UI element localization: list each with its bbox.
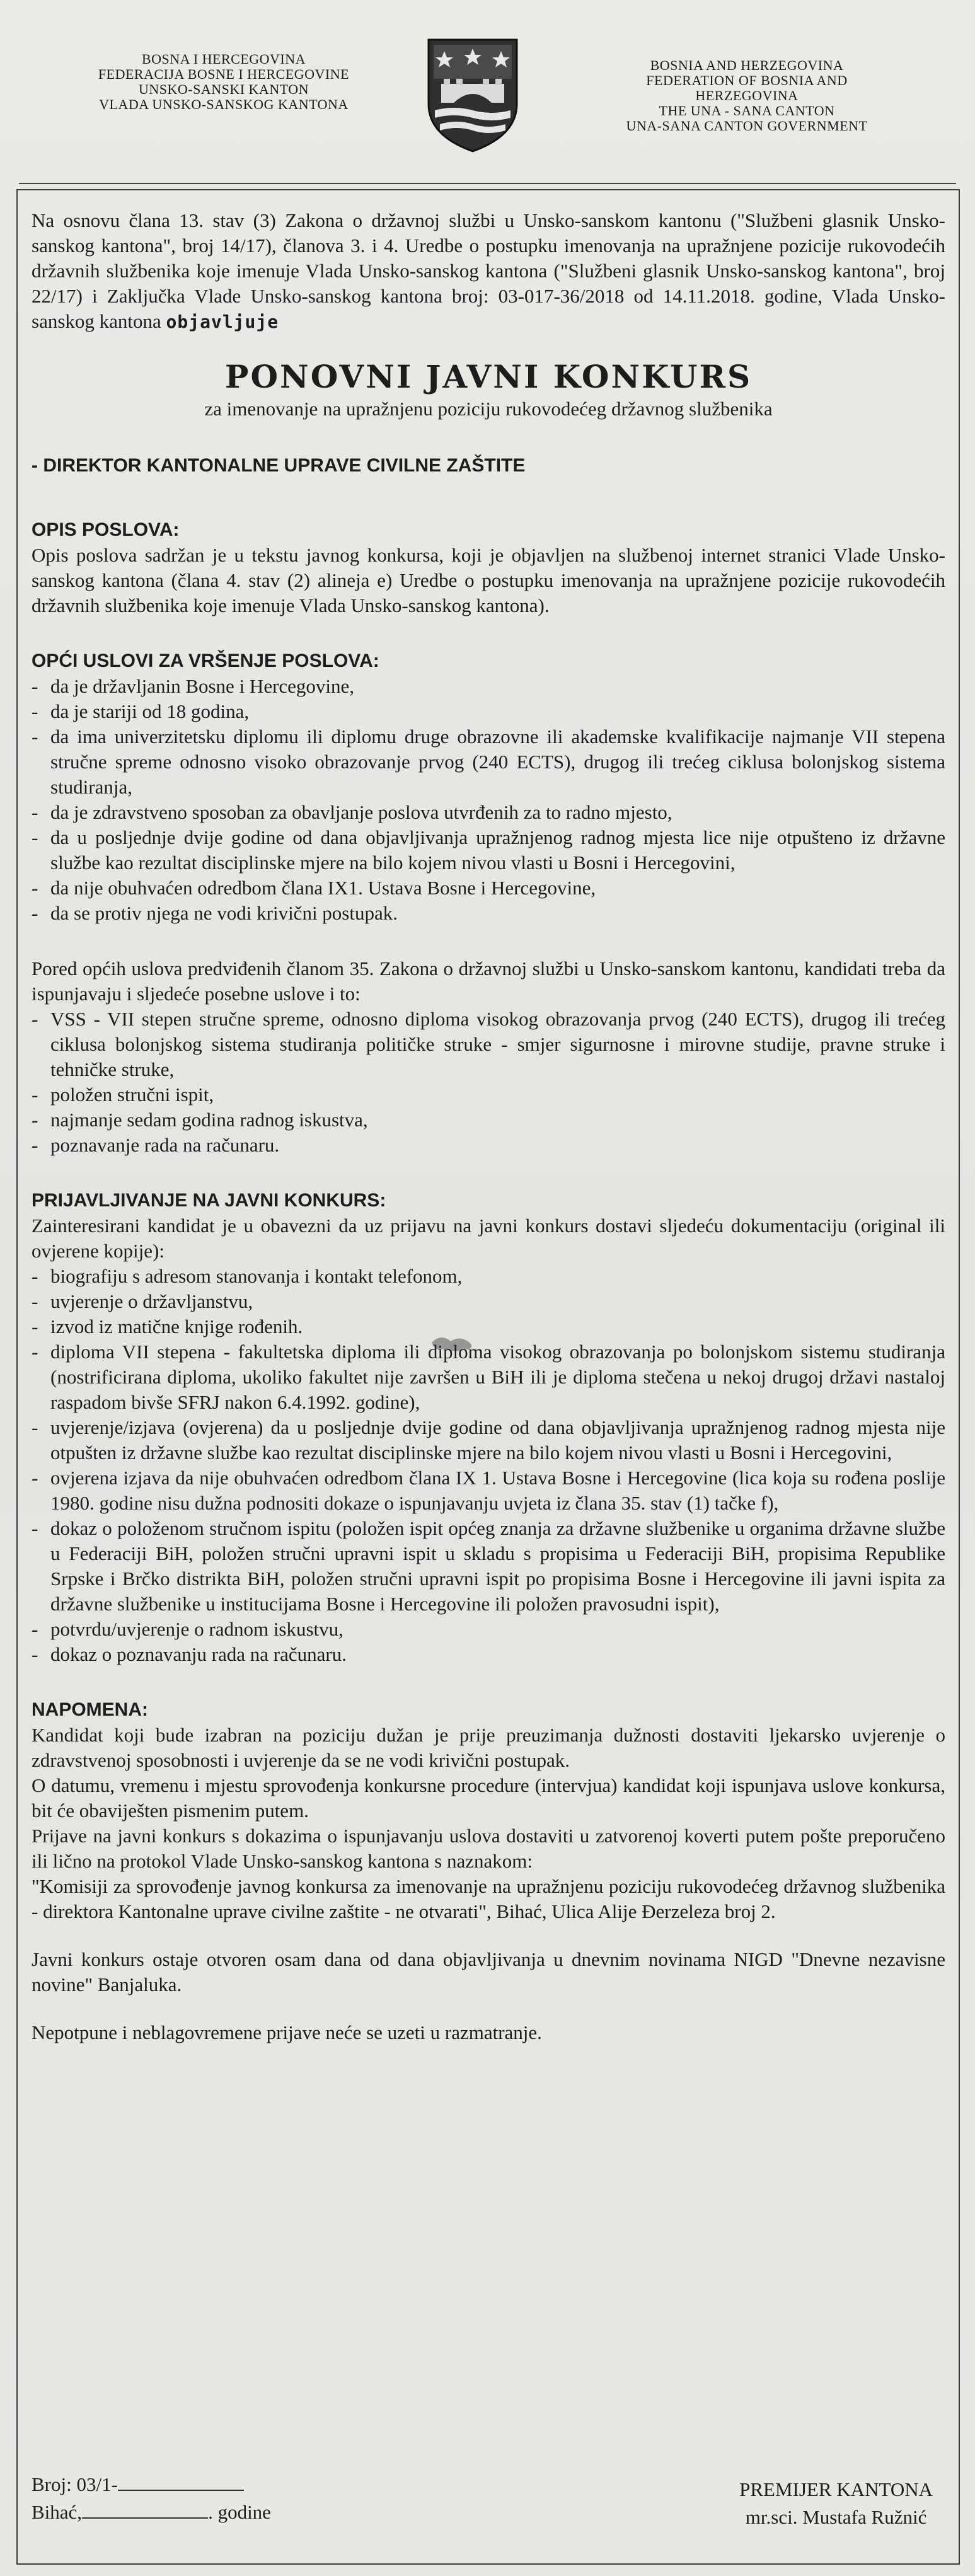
reference-block — [32, 2471, 271, 2526]
header-left-line: VLADA UNSKO-SANSKOG KANTONA — [99, 96, 349, 112]
header-left-line: FEDERACIJA BOSNE I HERCEGOVINE — [98, 66, 350, 82]
header-right-line: BOSNIA AND HERZEGOVINA — [650, 57, 844, 73]
opci-uslovi-list — [32, 674, 945, 926]
list-item: - položen stručni ispit, — [32, 1082, 945, 1107]
header-left-institution — [76, 52, 372, 112]
announcement-body — [32, 208, 945, 2045]
intro-paragraph — [32, 208, 945, 335]
section-heading-napomena: NAPOMENA: — [32, 1699, 148, 1720]
napomena-paragraph: Prijave na javni konkurs s dokazima o ispunjavanju uslova dostaviti u zatvorenoj koverti putem pošte preporučeno ili lično na protokol Vlade Unsko-sanskog kantona s naznakom: — [32, 1825, 945, 1872]
posebni-uslovi-list — [32, 1007, 945, 1158]
section-heading-opis: OPIS POSLOVA: — [32, 519, 180, 540]
opis-text: Opis poslova sadržan je u tekstu javnog konkursa, koji je objavljen na službenoj internet stranici Vlade Unsko-sanskog kantona (člana 4. stav (2) alineja e) Uredbe o postupku imenovanja na upražnjene pozicije rukovodećih državnih službenika koje imenuje Vlada Unsko-sanskog kantona). — [32, 544, 945, 616]
list-item: - izvod iz matične knjige rođenih. — [32, 1314, 945, 1339]
list-item: - poznavanje rada na računaru. — [32, 1133, 945, 1158]
list-item: - da se protiv njega ne vodi krivični postupak. — [32, 901, 945, 926]
broj-blank-line — [118, 2471, 244, 2491]
broj-label: Broj: 03/1- — [32, 2473, 118, 2495]
header-right-institution — [596, 58, 898, 134]
godine-label: . godine — [208, 2501, 271, 2523]
header-left-line: UNSKO-SANSKI KANTON — [138, 81, 309, 97]
list-item: - dokaz o položenom stručnom ispitu (položen ispit općeg znanja za državne službenike u organima državne službe u Federaciji BiH, položen stručni upravni ispit u skladu s propisima u Federaciji BiH, propisima Republike Srpske i Brčko distrikta BiH, položen stručni upravni ispit po propisima Bosne i Hercegovine ili javni ispita za državne službenike u institucijama Bosne i Hercegovine ili položen pravosudni ispit), — [32, 1516, 945, 1617]
intro-text: Na osnovu člana 13. stav (3) Zakona o državnoj službi u Unsko-sanskom kantonu ("Službeni glasnik Unsko-sanskog kantona", broj 14/17), članova 3. i 4. Uredbe o postupku imenovanja na upražnjene pozicije rukovodećih državnih službenika koje imenuje Vlada Unsko-sanskog kantona ("Službeni glasnik Unsko-sanskog kantona", broj 22/17) i Zaključka Vlade Unsko-sanskog kantona broj: 03-017-36/2018 od 14.11.2018. godine, Vlada Unsko-sanskog kantona — [32, 209, 945, 332]
signature-block — [32, 2471, 945, 2553]
page-title: PONOVNI JAVNI KONKURS — [224, 358, 753, 395]
page-subtitle: za imenovanje na upražnjenu poziciju rukovodećeg državnog službenika — [204, 398, 773, 420]
prijava-documents-list — [32, 1264, 945, 1667]
list-item: - biografiju s adresom stanovanja i kontakt telefonom, — [32, 1264, 945, 1289]
napomena-paragraph: "Komisiji za sprovođenje javnog konkursa za imenovanje na upražnjenu poziciju rukovodećeg državnog službenika - direktora Kantonalne uprave civilne zaštite - ne otvarati", Bihać, Ulica Alije Đerzeleza broj 2. — [32, 1875, 945, 1922]
header-left-line: BOSNA I HERCEGOVINA — [141, 51, 306, 67]
list-item: - da je stariji od 18 godina, — [32, 699, 945, 724]
list-item: - da ima univerzitetsku diplomu ili diplomu druge obrazovne ili akademske kvalifikacije najmanje VII stepena stručne spreme odnosno visoko obrazovanje prvog (240 ECTS), drugog ili trećeg ciklusa bolonjskog sistema studiranja, — [32, 724, 945, 800]
list-item: - diploma VII stepena - fakultetska diploma ili diploma visokog obrazovanja po bolonjskom sistemu studiranja (nostrificirana diploma, ukoliko fakultet nije završen u BiH ili je diploma stečena u nekoj drugoj državi nastaloj raspadom bivše SFRJ nakon 6.4.1992. godine), — [32, 1339, 945, 1415]
list-item: - da u posljednje dvije godine od dana objavljivanja upražnjenog radnog mjesta lice nije otpušteno iz državne službe kao rezultat disciplinske mjere na bilo kojem nivou vlasti u Bosni i Hercegovini, — [32, 825, 945, 875]
section-heading-opci-uslovi: OPĆI USLOVI ZA VRŠENJE POSLOVA: — [32, 650, 379, 671]
header-divider — [19, 183, 956, 184]
position-title: - DIREKTOR KANTONALNE UPRAVE CIVILNE ZAŠTITE — [32, 455, 526, 476]
section-heading-prijava: PRIJAVLJIVANJE NA JAVNI KONKURS: — [32, 1190, 386, 1211]
canton-coat-of-arms-icon — [422, 35, 523, 154]
list-item: - dokaz o poznavanju rada na računaru. — [32, 1642, 945, 1667]
list-item: - uvjerenje/izjava (ovjerena) da u posljednje dvije godine od dana objavljivanja upražnjenog radnog mjesta nije otpušten iz državne službe kao rezultat disciplinske mjere na bilo kojem nivou vlasti u Bosni i Hercegovini, — [32, 1415, 945, 1465]
list-item: - ovjerena izjava da nije obuhvaćen odredbom člana IX 1. Ustava Bosne i Hercegovine (lica koja su rođena poslije 1980. godine nisu dužna podnositi dokaze o ispunjavanju uvjeta iz člana 35. stav (1) tačke f), — [32, 1465, 945, 1516]
header-right-line: FEDERATION OF BOSNIA AND HERZEGOVINA — [646, 72, 848, 103]
list-item: - VSS - VII stepen stručne spreme, odnosno diploma visokog obrazovanja prvog (240 ECTS), drugog ili trećeg ciklusa bolonjskog sistema studiranja političke struke - smjer sigurnosne i mirovne studije, pravne struke i tehničke struke, — [32, 1007, 945, 1082]
signer-name: mr.sci. Mustafa Ružnić — [745, 2506, 927, 2528]
header-right-line: THE UNA - SANA CANTON — [659, 103, 835, 118]
nepotpune-text: Nepotpune i neblagovremene prijave neće se uzeti u razmatranje. — [32, 2021, 542, 2043]
napomena-paragraph: O datumu, vremenu i mjestu sprovođenja konkursne procedure (intervjua) kandidat koji ispunjava uslove konkursa, bit će obaviješten pismenim putem. — [32, 1774, 945, 1822]
list-item: - najmanje sedam godina radnog iskustva, — [32, 1107, 945, 1133]
posebni-uslovi-intro: Pored općih uslova predviđenih članom 35. Zakona o državnoj službi u Unsko-sanskom kantonu, kandidati treba da ispunjavaju i sljedeće posebne uslove i to: — [32, 957, 945, 1005]
header-right-line: UNA-SANA CANTON GOVERNMENT — [626, 118, 868, 134]
list-item: - uvjerenje o državljanstvu, — [32, 1289, 945, 1314]
intro-tail: objavljuje — [166, 311, 279, 332]
list-item: - da je zdravstveno sposoban za obavljanje poslova utvrđenih za to radno mjesto, — [32, 800, 945, 825]
list-item: - da nije obuhvaćen odredbom člana IX1. Ustava Bosne i Hercegovine, — [32, 875, 945, 901]
prijava-intro: Zainteresirani kandidat je u obavezni da uz prijavu na javni konkurs dostavi sljedeću dokumentaciju (original ili ovjerene kopije): — [32, 1215, 945, 1262]
signer-title: PREMIJER KANTONA — [739, 2478, 933, 2500]
trajanje-text: Javni konkurs ostaje otvoren osam dana od dana objavljivanja u dnevnim novinama NIGD "Dnevne nezavisne novine" Banjaluka. — [32, 1948, 945, 1996]
list-item: - potvrdu/uvjerenje o radnom iskustvu, — [32, 1617, 945, 1642]
napomena-paragraph: Kandidat koji bude izabran na poziciju dužan je prije preuzimanja dužnosti dostaviti ljekarsko uvjerenje o zdravstvenoj sposobnosti i uvjerenje da se ne vodi krivični postupak. — [32, 1724, 945, 1771]
date-blank-line — [82, 2498, 208, 2519]
list-item: - da je državljanin Bosne i Hercegovine, — [32, 674, 945, 699]
bihac-label: Bihać, — [32, 2501, 83, 2523]
signer — [739, 2476, 933, 2531]
